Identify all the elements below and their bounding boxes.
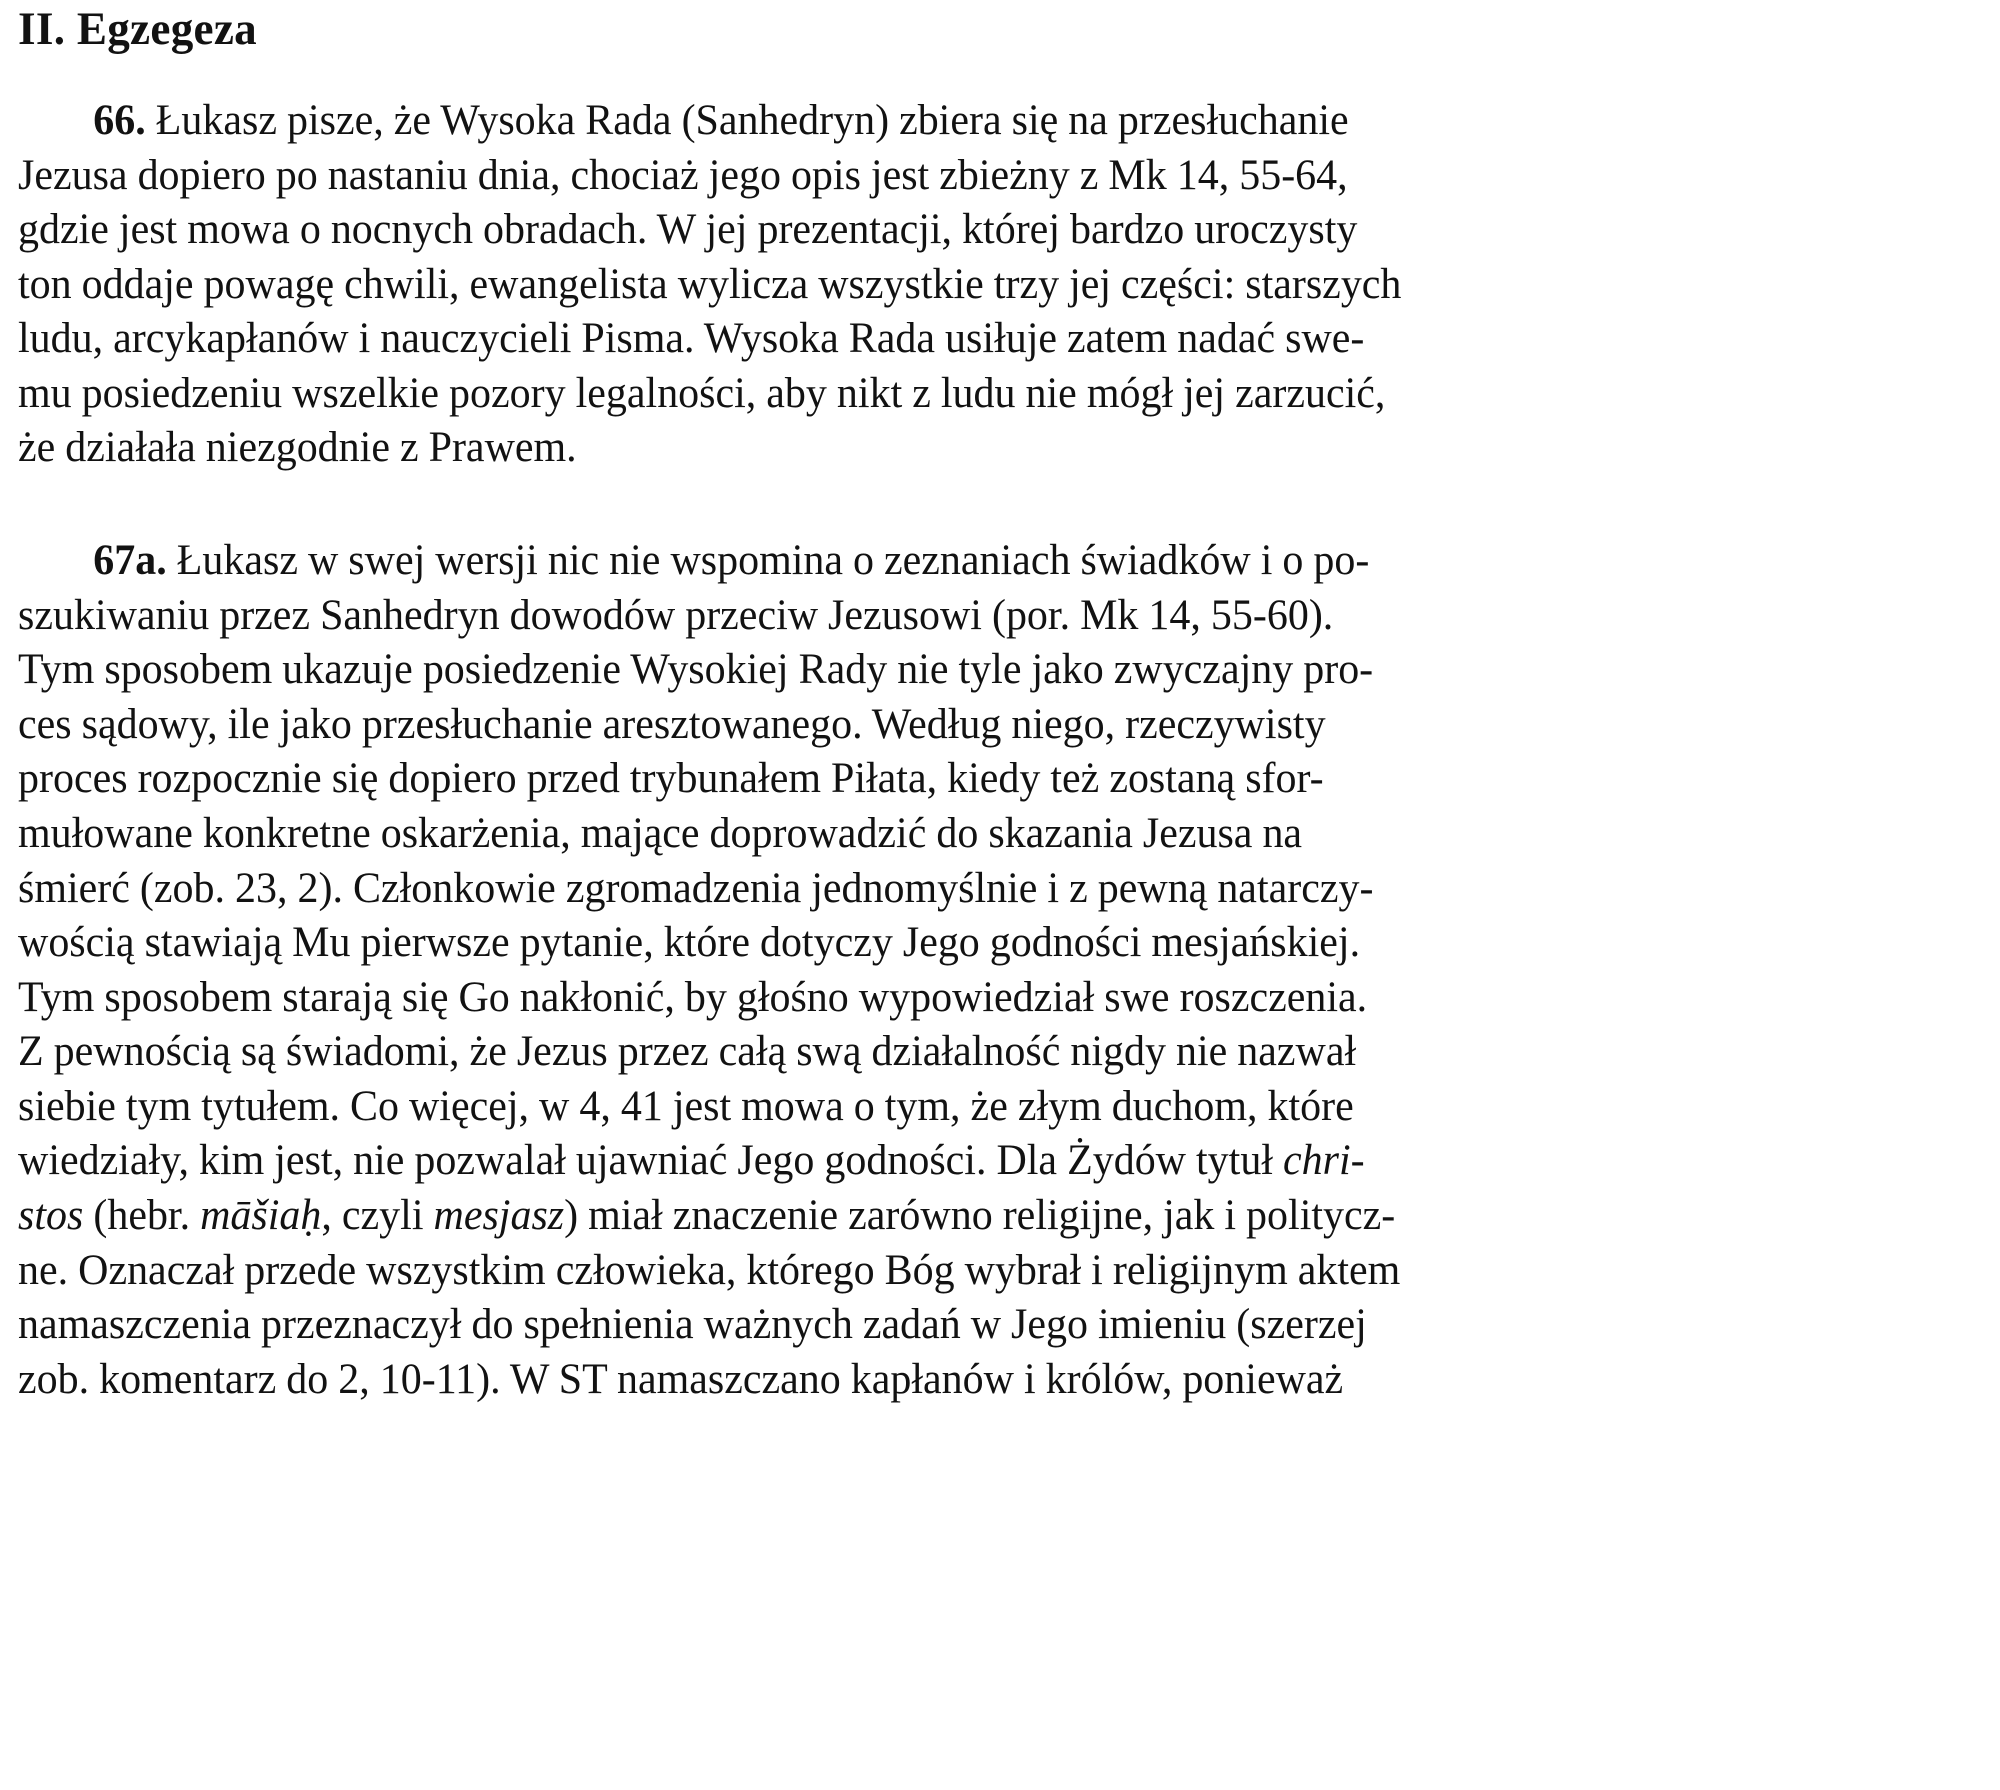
text-line — [18, 93, 1979, 148]
line-text: ne. Oznaczał przede wszystkim człowieka, którego Bóg wybrał i religijnym aktem — [18, 1245, 1401, 1294]
line-text: Jezusa dopiero po nastaniu dnia, chociaż jego opis jest zbieżny z Mk 14, 55-64, — [18, 150, 1348, 199]
page-content — [18, 0, 1980, 1406]
italic-term-christos: chri- — [1282, 1136, 1365, 1185]
paragraph-66 — [18, 93, 1979, 475]
text-line — [18, 915, 1979, 970]
text-line — [18, 861, 1979, 916]
text-line — [18, 970, 1979, 1025]
text-line — [18, 1297, 1979, 1352]
text-line — [18, 257, 1979, 312]
text-line — [18, 202, 1979, 257]
line-text: Łukasz pisze, że Wysoka Rada (Sanhedryn) zbiera się na przesłuchanie — [155, 96, 1349, 144]
line-text: ces sądowy, ile jako przesłuchanie aresztowanego. Według niego, rzeczywisty — [18, 699, 1326, 748]
text-line: że działała niezgodnie z Prawem. — [18, 423, 577, 472]
text-line — [18, 697, 1979, 752]
line-text: śmierć (zob. 23, 2). Członkowie zgromadzenia jednomyślnie i z pewną natarczy- — [18, 863, 1374, 912]
text-line — [18, 1133, 1979, 1188]
text-line — [18, 588, 1979, 643]
paragraph-number: 67a. — [93, 536, 167, 585]
line-text: gdzie jest mowa o nocnych obradach. W jej prezentacji, której bardzo uroczysty — [18, 205, 1358, 254]
paragraph-number: 66. — [93, 96, 146, 144]
line-text: wością stawiają Mu pierwsze pytanie, które dotyczy Jego godności mesjańskiej. — [18, 918, 1361, 967]
section-heading: II. Egzegeza — [18, 3, 258, 55]
text-line — [18, 148, 1979, 203]
line-text: wiedziały, kim jest, nie pozwalał ujawniać Jego godności. Dla Żydów tytuł — [18, 1136, 1283, 1185]
line-text: , czyli — [321, 1190, 434, 1239]
paragraph-67a — [18, 533, 1979, 1406]
line-text: Tym sposobem ukazuje posiedzenie Wysokiej Rady nie tyle jako zwyczajny pro- — [18, 645, 1374, 694]
italic-term-mesjasz: mesjasz — [433, 1190, 565, 1239]
text-line — [18, 642, 1979, 697]
line-text: siebie tym tytułem. Co więcej, w 4, 41 jest mowa o tym, że złym duchom, które — [18, 1081, 1354, 1130]
line-text: ) miał znaczenie zarówno religijne, jak i politycz- — [564, 1190, 1396, 1239]
text-line — [18, 311, 1979, 366]
text-line — [18, 533, 1979, 588]
text-line — [18, 1188, 1979, 1243]
text-line — [18, 1079, 1979, 1134]
line-text: zob. komentarz do 2, 10-11). W ST namaszczano kapłanów i królów, ponieważ — [18, 1354, 1344, 1403]
line-text: namaszczenia przeznaczył do spełnienia ważnych zadań w Jego imieniu (szerzej — [18, 1300, 1367, 1349]
line-text: Łukasz w swej wersji nic nie wspomina o zeznaniach świadków i o po- — [176, 536, 1370, 585]
line-text: szukiwaniu przez Sanhedryn dowodów przeciw Jezusowi (por. Mk 14, 55-60). — [18, 590, 1334, 639]
italic-term-christos-cont: stos — [18, 1190, 84, 1239]
line-text: ton oddaje powagę chwili, ewangelista wylicza wszystkie trzy jej części: starszych — [18, 259, 1402, 308]
text-line — [18, 1352, 1979, 1407]
line-text: mułowane konkretne oskarżenia, mające doprowadzić do skazania Jezusa na — [18, 808, 1303, 857]
text-line — [18, 366, 1979, 421]
line-text: (hebr. — [83, 1190, 201, 1239]
italic-term-masiah: māšiaḥ — [200, 1190, 322, 1239]
text-line — [18, 1243, 1979, 1298]
line-text: Tym sposobem starają się Go nakłonić, by głośno wypowiedział swe roszczenia. — [18, 972, 1368, 1021]
line-text: mu posiedzeniu wszelkie pozory legalności, aby nikt z ludu nie mógł jej zarzucić, — [18, 368, 1386, 417]
text-line — [18, 806, 1979, 861]
line-text: ludu, arcykapłanów i nauczycieli Pisma. Wysoka Rada usiłuje zatem nadać swe- — [18, 314, 1365, 363]
text-line — [18, 1024, 1979, 1079]
text-line — [18, 751, 1979, 806]
line-text: Z pewnością są świadomi, że Jezus przez całą swą działalność nigdy nie nazwał — [18, 1027, 1357, 1076]
line-text: proces rozpocznie się dopiero przed trybunałem Piłata, kiedy też zostaną sfor- — [18, 754, 1324, 803]
